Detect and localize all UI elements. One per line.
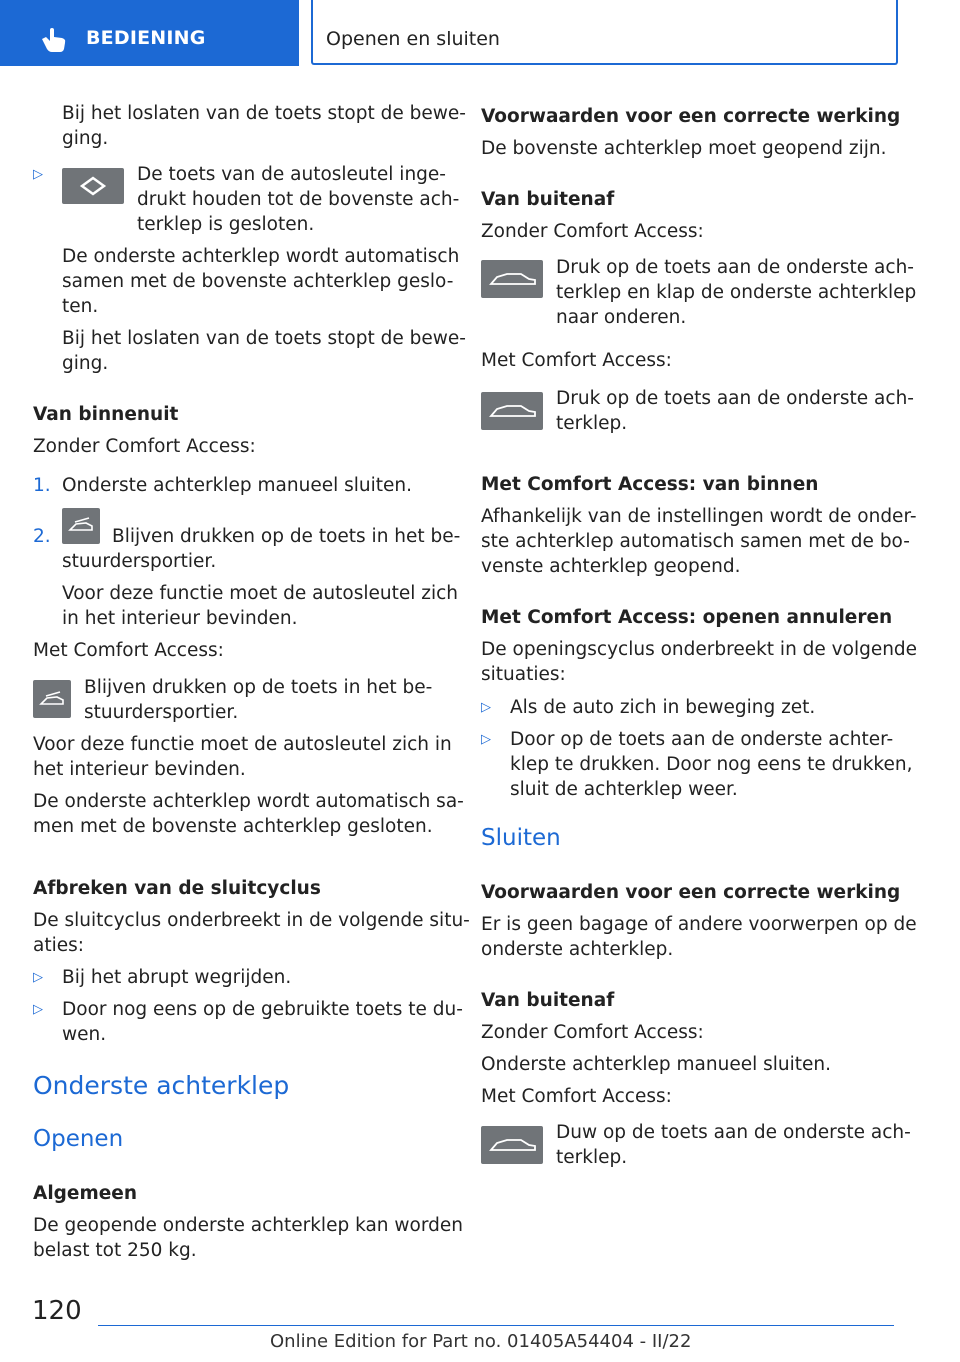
heading-openen-annuleren: Met Comfort Access: openen annuleren bbox=[481, 607, 893, 628]
heading-van-buitenaf-sluiten: Van buitenaf bbox=[481, 990, 615, 1011]
heading-met-comfort-binnen: Met Comfort Access: van binnen bbox=[481, 474, 819, 495]
heading-openen: Openen bbox=[33, 1126, 124, 1152]
right-p3-line2: situaties: bbox=[481, 664, 566, 685]
page-number: 120 bbox=[32, 1296, 82, 1326]
left-p7-line1: De geopende onderste achterklep kan worden bbox=[33, 1215, 463, 1236]
left-step1: Onderste achterklep manueel sluiten. bbox=[62, 475, 412, 496]
left-met-text-line2: stuurdersportier. bbox=[84, 702, 239, 723]
right-b2-line3: sluit de achterklep weer. bbox=[510, 779, 738, 800]
left-bullet1-line2: drukt houden tot de bovenste ach- bbox=[137, 189, 460, 210]
left-p6-line1: De sluitcyclus onderbreekt in de volgende situ- bbox=[33, 910, 470, 931]
left-zonder-comfort: Zonder Comfort Access: bbox=[33, 436, 256, 457]
heading-sluiten: Sluiten bbox=[481, 825, 561, 851]
car-tailgate-button-icon bbox=[481, 1126, 543, 1164]
right-p5: Onderste achterklep manueel sluiten. bbox=[481, 1054, 831, 1075]
left-b3-line2: wen. bbox=[62, 1024, 107, 1045]
left-p5-line2: men met de bovenste achterklep gesloten. bbox=[33, 816, 433, 837]
heading-van-binnenuit: Van binnenuit bbox=[33, 404, 179, 425]
left-step2-note-line2: in het interieur bevinden. bbox=[62, 608, 298, 629]
footer-edition: Online Edition for Part no. 01405A54404 - II/22 bbox=[270, 1331, 692, 1352]
bullet-marker: ▷ bbox=[481, 700, 491, 715]
driver-door-tailgate-button-icon bbox=[33, 680, 71, 718]
heading-van-buitenaf: Van buitenaf bbox=[481, 189, 615, 210]
right-b2-line2: klep te drukken. Door nog eens te drukken, bbox=[510, 754, 913, 775]
left-p6-line2: aties: bbox=[33, 935, 84, 956]
header-section-label: BEDIENING bbox=[86, 27, 206, 49]
right-met-comfort-2: Met Comfort Access: bbox=[481, 1086, 672, 1107]
right-zonder-comfort: Zonder Comfort Access: bbox=[481, 221, 704, 242]
left-bullet1-line1: De toets van de autosleutel inge- bbox=[137, 164, 446, 185]
left-p3-line1: Bij het loslaten van de toets stopt de bewe- bbox=[62, 328, 466, 349]
left-step2-line1: Blijven drukken op de toets in het be- bbox=[112, 526, 461, 547]
heading-voorwaarden: Voorwaarden voor een correcte werking bbox=[481, 106, 901, 127]
left-p4-line2: het interieur bevinden. bbox=[33, 759, 246, 780]
right-p2-line2: ste achterklep automatisch samen met de bo- bbox=[481, 531, 910, 552]
right-icon3-line2: terklep. bbox=[556, 1147, 628, 1168]
right-icon2-line2: terklep. bbox=[556, 413, 628, 434]
right-icon3-line1: Duw op de toets aan de onderste ach- bbox=[556, 1122, 911, 1143]
car-tailgate-button-icon bbox=[481, 392, 543, 430]
right-b1: Als de auto zich in beweging zet. bbox=[510, 697, 816, 718]
right-p3-line1: De openingscyclus onderbreekt in de volgende bbox=[481, 639, 918, 660]
left-p2-line3: ten. bbox=[62, 296, 99, 317]
right-p2-line1: Afhankelijk van de instellingen wordt de onder- bbox=[481, 506, 917, 527]
right-icon1-line2: terklep en klap de onderste achterklep bbox=[556, 282, 917, 303]
step-number: 2. bbox=[33, 526, 51, 547]
bullet-marker: ▷ bbox=[481, 732, 491, 747]
bullet-marker: ▷ bbox=[33, 1002, 43, 1017]
right-p4-line1: Er is geen bagage of andere voorwerpen op de bbox=[481, 914, 917, 935]
left-p3-line2: ging. bbox=[62, 353, 109, 374]
left-p1-line2: ging. bbox=[62, 128, 109, 149]
bullet-marker: ▷ bbox=[33, 970, 43, 985]
left-p5-line1: De onderste achterklep wordt automatisch sa- bbox=[33, 791, 464, 812]
step-number: 1. bbox=[33, 475, 51, 496]
right-icon2-line1: Druk op de toets aan de onderste ach- bbox=[556, 388, 914, 409]
right-met-comfort: Met Comfort Access: bbox=[481, 350, 672, 371]
left-met-text-line1: Blijven drukken op de toets in het be- bbox=[84, 677, 433, 698]
right-icon1-line1: Druk op de toets aan de onderste ach- bbox=[556, 257, 914, 278]
left-p2-line2: samen met de bovenste achterklep geslo- bbox=[62, 271, 454, 292]
left-p1-line1: Bij het loslaten van de toets stopt de bewe- bbox=[62, 103, 466, 124]
left-step2-note-line1: Voor deze functie moet de autosleutel zich bbox=[62, 583, 459, 604]
left-p2-line1: De onderste achterklep wordt automatisch bbox=[62, 246, 460, 267]
heading-voorwaarden-sluiten: Voorwaarden voor een correcte werking bbox=[481, 882, 901, 903]
right-p4-line2: onderste achterklep. bbox=[481, 939, 674, 960]
bullet-marker: ▷ bbox=[33, 167, 43, 182]
right-icon1-line3: naar onderen. bbox=[556, 307, 687, 328]
left-b2: Bij het abrupt wegrijden. bbox=[62, 967, 292, 988]
driver-door-tailgate-button-icon bbox=[62, 508, 100, 544]
left-p7-line2: belast tot 250 kg. bbox=[33, 1240, 197, 1261]
left-p4-line1: Voor deze functie moet de autosleutel zich in bbox=[33, 734, 452, 755]
right-p2-line3: venste achterklep geopend. bbox=[481, 556, 741, 577]
left-step2-line2: stuurdersportier. bbox=[62, 551, 217, 572]
car-tailgate-button-icon bbox=[481, 260, 543, 298]
right-p1: De bovenste achterklep moet geopend zijn. bbox=[481, 138, 887, 159]
tailgate-button-icon bbox=[62, 168, 124, 204]
left-b3-line1: Door nog eens op de gebruikte toets te du- bbox=[62, 999, 463, 1020]
hand-pointer-icon bbox=[40, 27, 68, 53]
right-b2-line1: Door op de toets aan de onderste achter- bbox=[510, 729, 894, 750]
heading-onderste-achterklep: Onderste achterklep bbox=[33, 1071, 290, 1100]
left-bullet1-line3: terklep is gesloten. bbox=[137, 214, 315, 235]
heading-algemeen: Algemeen bbox=[33, 1183, 137, 1204]
footer-divider bbox=[98, 1325, 894, 1326]
right-zonder-comfort-2: Zonder Comfort Access: bbox=[481, 1022, 704, 1043]
left-met-comfort: Met Comfort Access: bbox=[33, 640, 224, 661]
heading-afbreken: Afbreken van de sluitcyclus bbox=[33, 878, 321, 899]
header-topic-label: Openen en sluiten bbox=[326, 28, 500, 50]
